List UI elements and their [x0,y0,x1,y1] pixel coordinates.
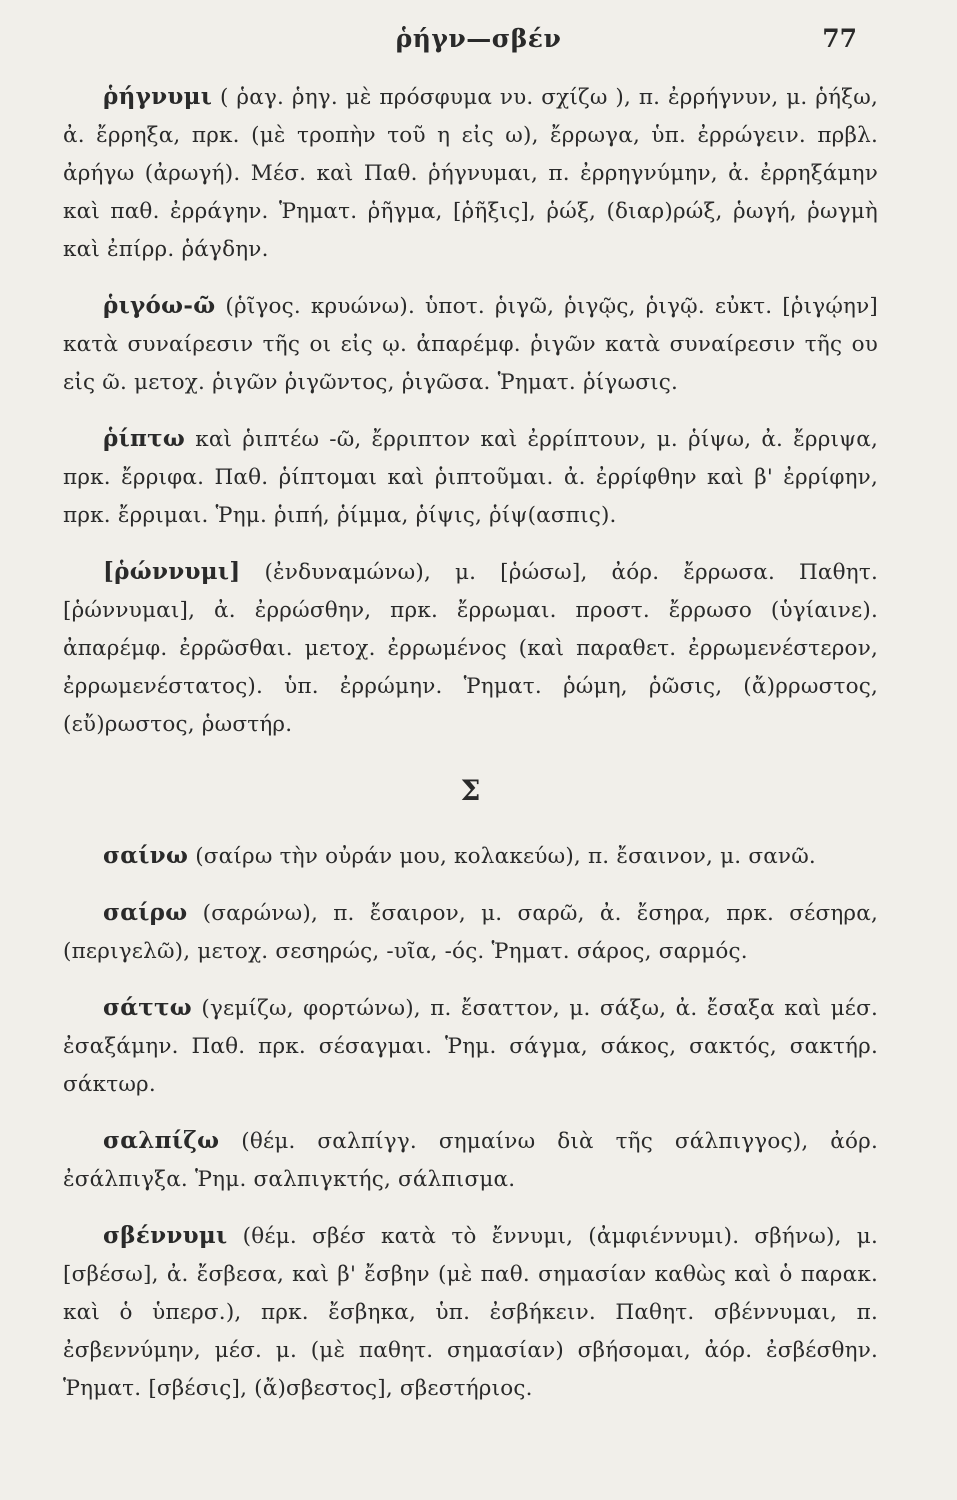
entry-headword: ῥήγνυμι [103,83,213,110]
page-number: 77 [822,24,857,53]
dictionary-entry [63,1217,878,1408]
entry-headword: [ῥώννυμι] [103,558,241,585]
page-body [63,78,878,1426]
entry-text: (σαρώνω), π. ἔσαιρον, μ. σαρῶ, ἀ. ἔσηρα, πρκ. σέσηρα, (περιγελῶ), μετοχ. σεσηρώς, -υῖα, -ός. Ῥηματ. σάρος, σαρμός. [63,901,878,964]
entry-text: (θέμ. σαλπίγγ. σημαίνω διὰ τῆς σάλπιγγος), ἀόρ. ἐσάλπιγξα. Ῥημ. σαλπιγκτής, σάλπισμα. [63,1129,878,1192]
section-letter: Σ [460,774,481,807]
entry-headword: ῥίπτω [103,425,186,452]
dictionary-entry [63,1122,878,1199]
page-header [0,18,957,58]
dictionary-entry [63,78,878,269]
entry-text: καὶ ῥιπτέω -ῶ, ἔρριπτον καὶ ἐρρίπτουν, μ. ῥίψω, ἀ. ἔρριψα, πρκ. ἔρριφα. Παθ. ῥίπτομαι καὶ ῥιπτοῦμαι. ἀ. ἐρρίφθην καὶ β' ἐρρίφην, πρκ. ἔρριμαι. Ῥημ. ῥιπή, ῥίμμα, ῥίψις, ῥίψ(ασπις). [63,427,878,528]
entry-headword: σαίρω [103,899,188,926]
dictionary-entry [63,894,878,971]
entry-text: (θέμ. σβέσ κατὰ τὸ ἔννυμι, (ἀμφιέννυμι). σβήνω), μ. [σβέσω], ἀ. ἔσβεσα, καὶ β' ἔσβην (μὲ παθ. σημασίαν καθὼς καὶ ὁ παρακ. καὶ ὁ ὑπερσ.), πρκ. ἔσβηκα, ὑπ. ἐσβήκειν. Παθητ. σβέννυμαι, π. ἐσβεννύμην, μέσ. μ. (μὲ παθητ. σημασίαν) σβήσομαι, ἀόρ. ἐσβέσθην. Ῥηματ. [σβέσις], (ἄ)σβεστος], σβεστήριος. [63,1224,878,1401]
entry-text: ( ῥαγ. ῥηγ. μὲ πρόσφυμα νυ. σχίζω ), π. ἐρρήγνυν, μ. ῥήξω, ἀ. ἔρρηξα, πρκ. (μὲ τροπὴν τοῦ η εἰς ω), ἔρρωγα, ὑπ. ἐρρώγειν. πρβλ. ἀρήγω (ἀρωγή). Μέσ. καὶ Παθ. ῥήγνυμαι, π. ἐρρηγνύμην, ἀ. ἐρρηξάμην καὶ παθ. ἐρράγην. Ῥηματ. ῥῆγμα, [ῥῆξις], ῥώξ, (διαρ)ρώξ, ῥωγή, ῥωγμὴ καὶ ἐπίρρ. ῥάγδην. [63,85,878,262]
entry-headword: σαλπίζω [103,1127,220,1154]
entry-headword: σβέννυμι [103,1222,228,1249]
dictionary-entry [63,287,878,402]
dictionary-entry [63,989,878,1104]
entry-headword: ῥιγόω-ῶ [103,292,216,319]
entry-text: (σαίρω τὴν οὐράν μου, κολακεύω), π. ἔσαινον, μ. σανῶ. [188,844,816,869]
dictionary-entry [63,837,878,876]
dictionary-entry [63,420,878,535]
entry-text: (γεμίζω, φορτώνω), π. ἔσαττον, μ. σάξω, ἀ. ἔσαξα καὶ μέσ. ἐσαξάμην. Παθ. πρκ. σέσαγμαι. Ῥημ. σάγμα, σάκος, σακτός, σακτήρ. σάκτωρ. [63,996,878,1097]
entry-text: (ἐνδυναμώνω), μ. [ῥώσω], ἀόρ. ἔρρωσα. Παθητ. [ῥώννυμαι], ἀ. ἐρρώσθην, πρκ. ἔρρωμαι. προστ. ἔρρωσο (ὑγίαινε). ἀπαρέμφ. ἐρρῶσθαι. μετοχ. ἐρρωμένος (καὶ παραθετ. ἐρρωμενέστερον, ἐρρωμενέστατος). ὑπ. ἐρρώμην. Ῥηματ. ῥώμη, ῥῶσις, (ἄ)ρρωστος, (εὔ)ρωστος, ῥωστήρ. [63,560,878,737]
entry-headword: σάττω [103,994,193,1021]
dictionary-entry [63,553,878,744]
running-head: ῥήγν—σβέν [395,24,562,53]
entry-text: (ῥῖγος. κρυώνω). ὑποτ. ῥιγῶ, ῥιγῷς, ῥιγῷ. εὐκτ. [ῥιγῴην] κατὰ συναίρεσιν τῆς οι εἰς ῳ. ἀπαρέμφ. ῥιγῶν κατὰ συναίρεσιν τῆς ου εἰς ῶ. μετοχ. ῥιγῶν ῥιγῶντος, ῥιγῶσα. Ῥηματ. ῥίγωσις. [63,294,878,395]
entry-headword: σαίνω [103,842,189,869]
